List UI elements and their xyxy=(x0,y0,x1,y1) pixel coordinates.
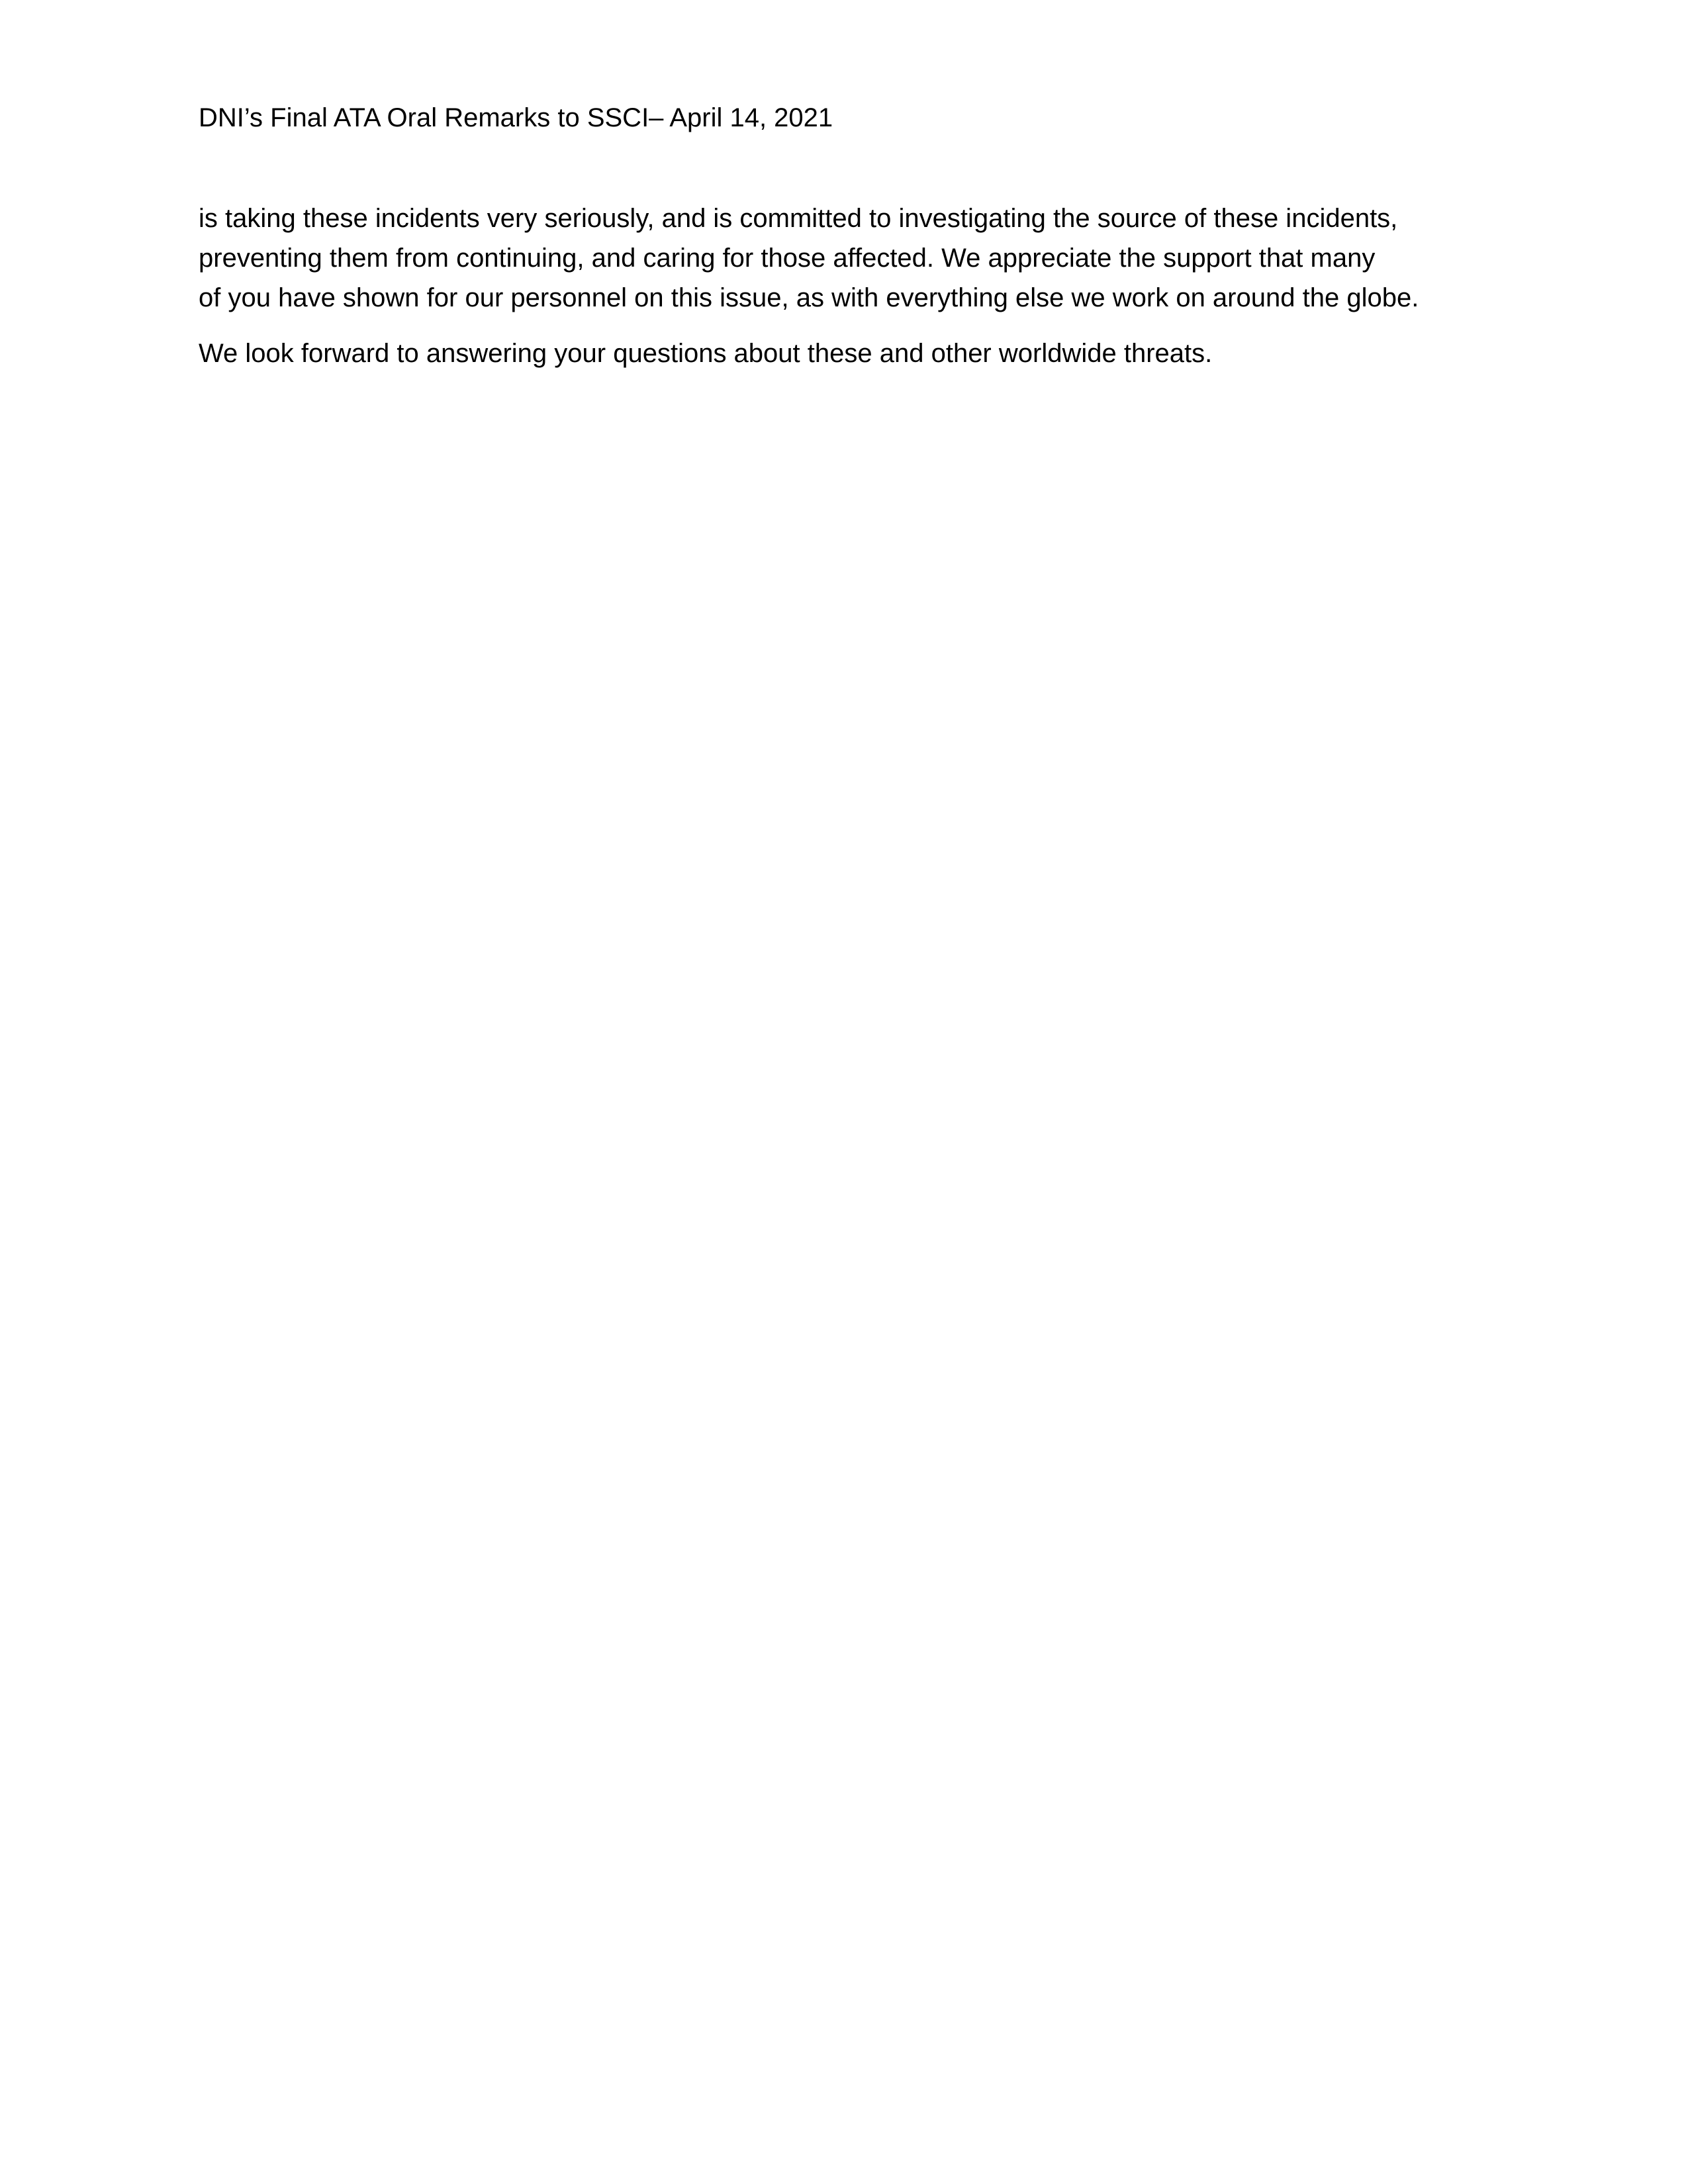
paragraph-line: We look forward to answering your questions about these and other worldwide threats. xyxy=(199,339,1213,368)
paragraph-line: is taking these incidents very seriously, and is committed to investigating the source of these incidents, xyxy=(199,204,1398,233)
running-header: DNI’s Final ATA Oral Remarks to SSCI– April 14, 2021 xyxy=(199,103,833,132)
paragraph-line: of you have shown for our personnel on this issue, as with everything else we work on around the globe. xyxy=(199,283,1419,312)
paragraph-line: preventing them from continuing, and caring for those affected. We appreciate the support that many xyxy=(199,244,1376,273)
paragraph-2 xyxy=(199,334,1496,373)
paragraph-1 xyxy=(199,199,1496,318)
body-text xyxy=(199,199,1496,389)
